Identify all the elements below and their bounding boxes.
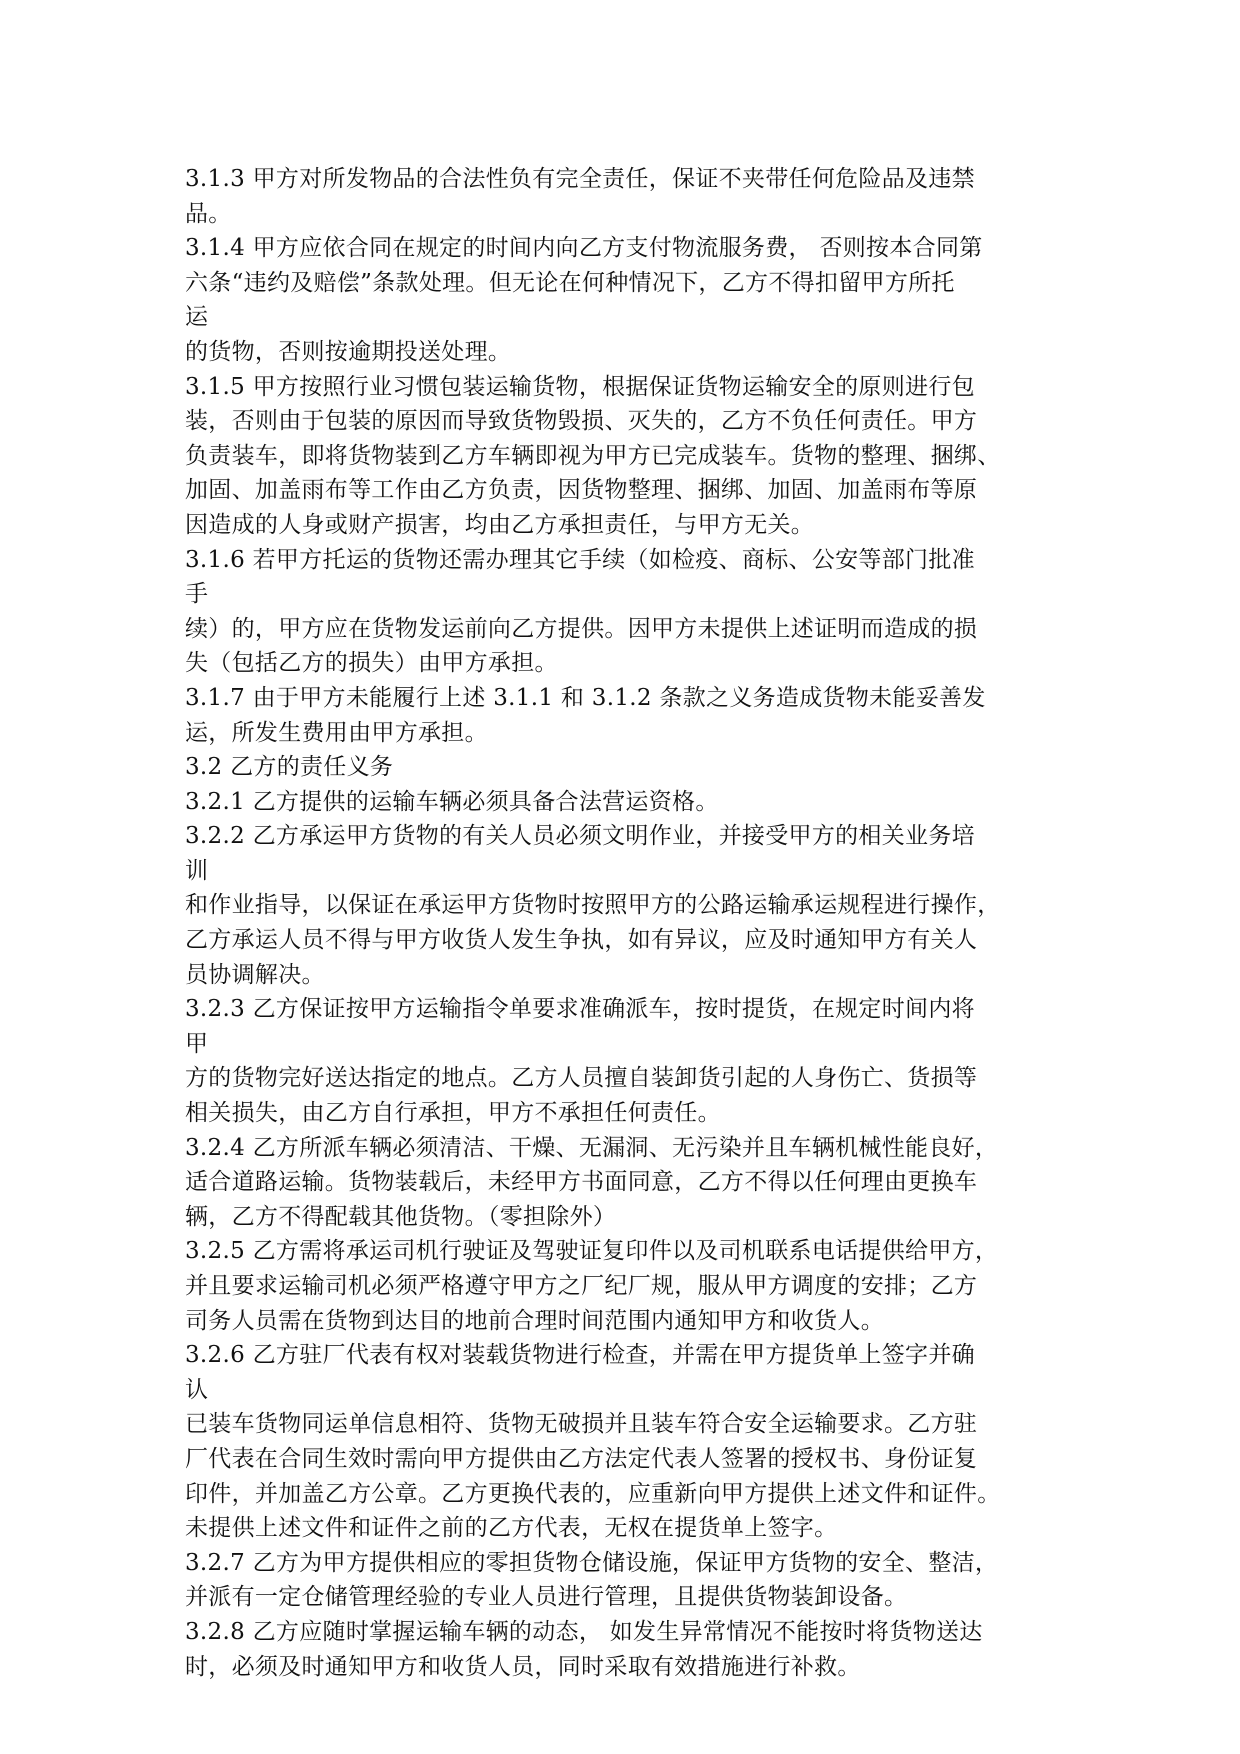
text-line: 印件，并加盖乙方公章。乙方更换代表的，应重新向甲方提供上述文件和证件。: [185, 1480, 1001, 1507]
text-line: 乙方承运人员不得与甲方收货人发生争执，如有异议，应及时通知甲方有关人: [185, 927, 978, 954]
text-line: 因造成的人身或财产损害，均由乙方承担责任，与甲方无关。: [185, 511, 815, 538]
text-line: 3.2.1 乙方提供的运输车辆必须具备合法营运资格。: [185, 788, 719, 815]
text-line: 3.2.6 乙方驻厂代表有权对装载货物进行检查，并需在甲方提货单上签字并确: [185, 1342, 975, 1369]
text-line: 的货物，否则按逾期投送处理。: [185, 338, 512, 365]
text-line: 3.1.3 甲方对所发物品的合法性负有完全责任，保证不夹带任何危险品及违禁: [185, 166, 975, 192]
text-line: 相关损失，由乙方自行承担，甲方不承担任何责任。: [185, 1100, 721, 1127]
text-line: 3.2.7 乙方为甲方提供相应的零担货物仓储设施，保证甲方货物的安全、整洁，: [185, 1549, 999, 1576]
text-line: 六条“违约及赔偿”条款处理。但无论在何种情况下，乙方不得扣留甲方所托: [185, 269, 955, 296]
section-heading: 3.2 乙方的责任义务: [185, 754, 394, 781]
text-line: 品。: [185, 200, 232, 227]
text-line: 3.1.4 甲方应依合同在规定的时间内向乙方支付物流服务费， 否则按本合同第: [185, 235, 983, 262]
text-line: 续）的，甲方应在货物发运前向乙方提供。因甲方未提供上述证明而造成的损: [185, 615, 978, 642]
text-line: 运，所发生费用由甲方承担。: [185, 719, 488, 746]
text-line: 和作业指导，以保证在承运甲方货物时按照甲方的公路运输承运规程进行操作，: [185, 892, 1001, 919]
text-line: 员协调解决。: [185, 961, 325, 988]
text-line: 未提供上述文件和证件之前的乙方代表，无权在提货单上签字。: [185, 1515, 838, 1542]
text-line: 加固、加盖雨布等工作由乙方负责，因货物整理、捆绑、加固、加盖雨布等原: [185, 477, 978, 504]
text-line: 甲: [185, 1030, 209, 1057]
text-line: 3.2.5 乙方需将承运司机行驶证及驾驶证复印件以及司机联系电话提供给甲方，: [185, 1238, 999, 1265]
text-line: 3.2.2 乙方承运甲方货物的有关人员必须文明作业，并接受甲方的相关业务培: [185, 823, 975, 850]
text-line: 手: [185, 581, 209, 608]
text-line: 负责装车，即将货物装到乙方车辆即视为甲方已完成装车。货物的整理、捆绑、: [185, 442, 1001, 469]
text-line: 运: [185, 304, 209, 331]
text-line: 并派有一定仓储管理经验的专业人员进行管理，且提供货物装卸设备。: [185, 1584, 908, 1611]
text-line: 认: [185, 1376, 209, 1403]
text-line: 3.1.5 甲方按照行业习惯包装运输货物，根据保证货物运输安全的原则进行包: [185, 373, 975, 400]
contract-page-body: [185, 162, 1065, 1684]
text-line: 厂代表在合同生效时需向甲方提供由乙方法定代表人签署的授权书、身份证复: [185, 1445, 978, 1472]
text-line: 适合道路运输。货物装载后，未经甲方书面同意，乙方不得以任何理由更换车: [185, 1169, 978, 1196]
text-line: 3.2.4 乙方所派车辆必须清洁、干燥、无漏洞、无污染并且车辆机械性能良好，: [185, 1134, 999, 1161]
text-line: 训: [185, 857, 209, 884]
text-line: 3.2.8 乙方应随时掌握运输车辆的动态， 如发生异常情况不能按时将货物送达: [185, 1618, 983, 1645]
text-line: 方的货物完好送达指定的地点。乙方人员擅自装卸货引起的人身伤亡、货损等: [185, 1065, 978, 1092]
text-line: 司务人员需在货物到达目的地前合理时间范围内通知甲方和收货人。: [185, 1307, 884, 1334]
text-line: 3.1.7 由于甲方未能履行上述 3.1.1 和 3.1.2 条款之义务造成货物未能妥善发: [185, 684, 986, 711]
text-line: 并且要求运输司机必须严格遵守甲方之厂纪厂规，服从甲方调度的安排；乙方: [185, 1273, 978, 1299]
text-line: 辆，乙方不得配载其他货物。（零担除外）: [185, 1203, 617, 1230]
text-line: 装，否则由于包装的原因而导致货物毁损、灭失的，乙方不负任何责任。甲方: [185, 408, 978, 435]
text-line: 失（包括乙方的损失）由甲方承担。: [185, 650, 558, 677]
text-line: 已装车货物同运单信息相符、货物无破损并且装车符合安全运输要求。乙方驻: [185, 1411, 978, 1438]
text-line: 3.2.3 乙方保证按甲方运输指令单要求准确派车，按时提货，在规定时间内将: [185, 996, 975, 1023]
text-line: 3.1.6 若甲方托运的货物还需办理其它手续（如检疫、商标、公安等部门批准: [185, 546, 975, 573]
text-line: 时，必须及时通知甲方和收货人员，同时采取有效措施进行补救。: [185, 1653, 861, 1680]
